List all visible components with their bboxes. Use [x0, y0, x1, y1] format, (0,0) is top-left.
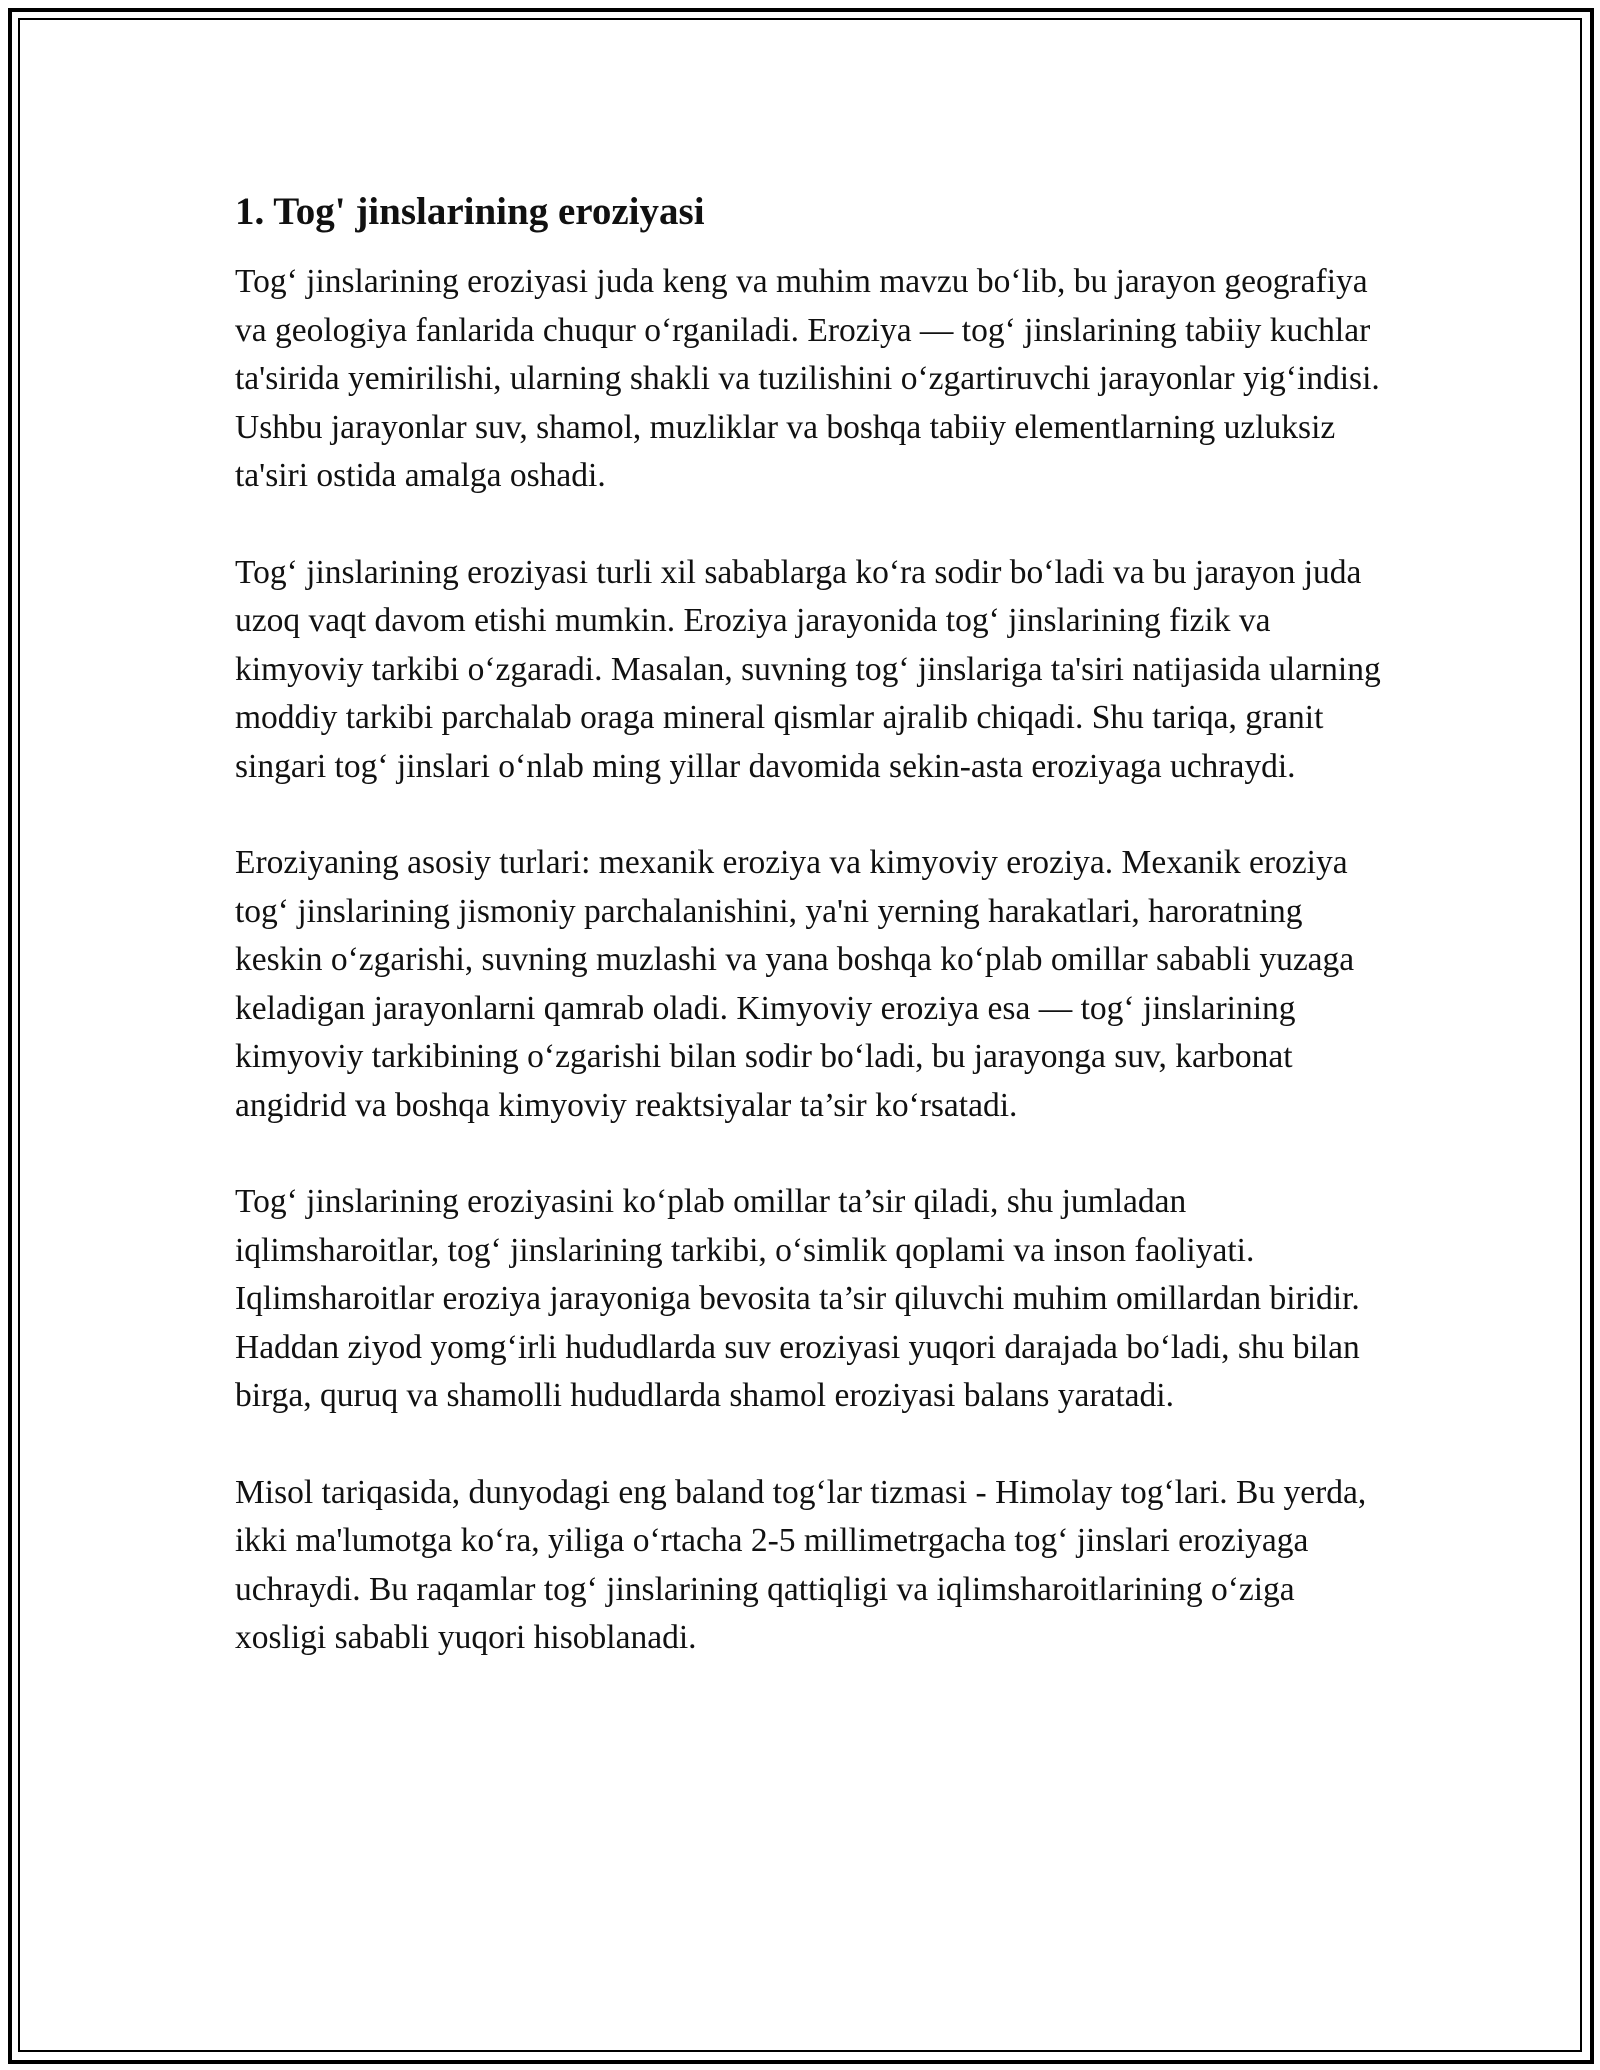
document-body [235, 186, 1385, 1711]
paragraph-5: Misol tariqasida, dunyodagi eng baland tog‘lar tizmasi - Himolay tog‘lari. Bu yerda, ikki ma'lumotga ko‘ra, yiliga o‘rtacha 2-5 millimetrgacha tog‘ jinslari eroziyaga uchraydi. Bu raqamlar tog‘ jinslarining qattiqligi va iqlimsharoitlarining o‘ziga xosligi sababli yuqori hisoblanadi. [235, 1473, 1367, 1656]
paragraph-3: Eroziyaning asosiy turlari: mexanik eroziya va kimyoviy eroziya. Mexanik eroziya tog‘ jinslarining jismoniy parchalanishini, ya'ni yerning harakatlari, haroratning keskin o‘zgarishi, suvning muzlashi va yana boshqa ko‘plab omillar sababli yuzaga keladigan jarayonlarni qamrab oladi. Kimyoviy eroziya esa — tog‘ jinslarining kimyoviy tarkibining o‘zgarishi bilan sodir bo‘ladi, bu jarayonga suv, karbonat angidrid va boshqa kimyoviy reaktsiyalar ta’sir ko‘rsatadi. [235, 844, 1355, 1124]
paragraph-2: Tog‘ jinslarining eroziyasi turli xil sabablarga ko‘ra sodir bo‘ladi va bu jarayon juda uzoq vaqt davom etishi mumkin. Eroziya jarayonida tog‘ jinslarining fizik va kimyoviy tarkibi o‘zgaradi. Masalan, suvning tog‘ jinslariga ta'siri natijasida ularning moddiy tarkibi parchalab oraga mineral qismlar ajralib chiqadi. Shu tariqa, granit singari tog‘ jinslari o‘nlab ming yillar davomida sekin-asta eroziyaga uchraydi. [235, 553, 1381, 785]
section-heading: 1. Tog' jinslarining eroziyasi [235, 190, 705, 233]
paragraph-4: Tog‘ jinslarining eroziyasini ko‘plab omillar ta’sir qiladi, shu jumladan iqlimsharoitlar, tog‘ jinslarining tarkibi, o‘simlik qoplami va inson faoliyati. Iqlimsharoitlar eroziya jarayoniga bevosita ta’sir qiluvchi muhim omillardan biridir. Haddan ziyod yomg‘irli hududlarda suv eroziyasi yuqori darajada bo‘ladi, shu bilan birga, quruq va shamolli hududlarda shamol eroziyasi balans yaratadi. [235, 1183, 1360, 1414]
paragraph-1: Tog‘ jinslarining eroziyasi juda keng va muhim mavzu bo‘lib, bu jarayon geografiya va geologiya fanlarida chuqur o‘rganiladi. Eroziya — tog‘ jinslarining tabiiy kuchlar ta'sirida yemirilishi, ularning shakli va tuzilishini o‘zgartiruvchi jarayonlar yig‘indisi. Ushbu jarayonlar suv, shamol, muzliklar va boshqa tabiiy elementlarning uzluksiz ta'siri ostida amalga oshadi. [235, 263, 1380, 494]
